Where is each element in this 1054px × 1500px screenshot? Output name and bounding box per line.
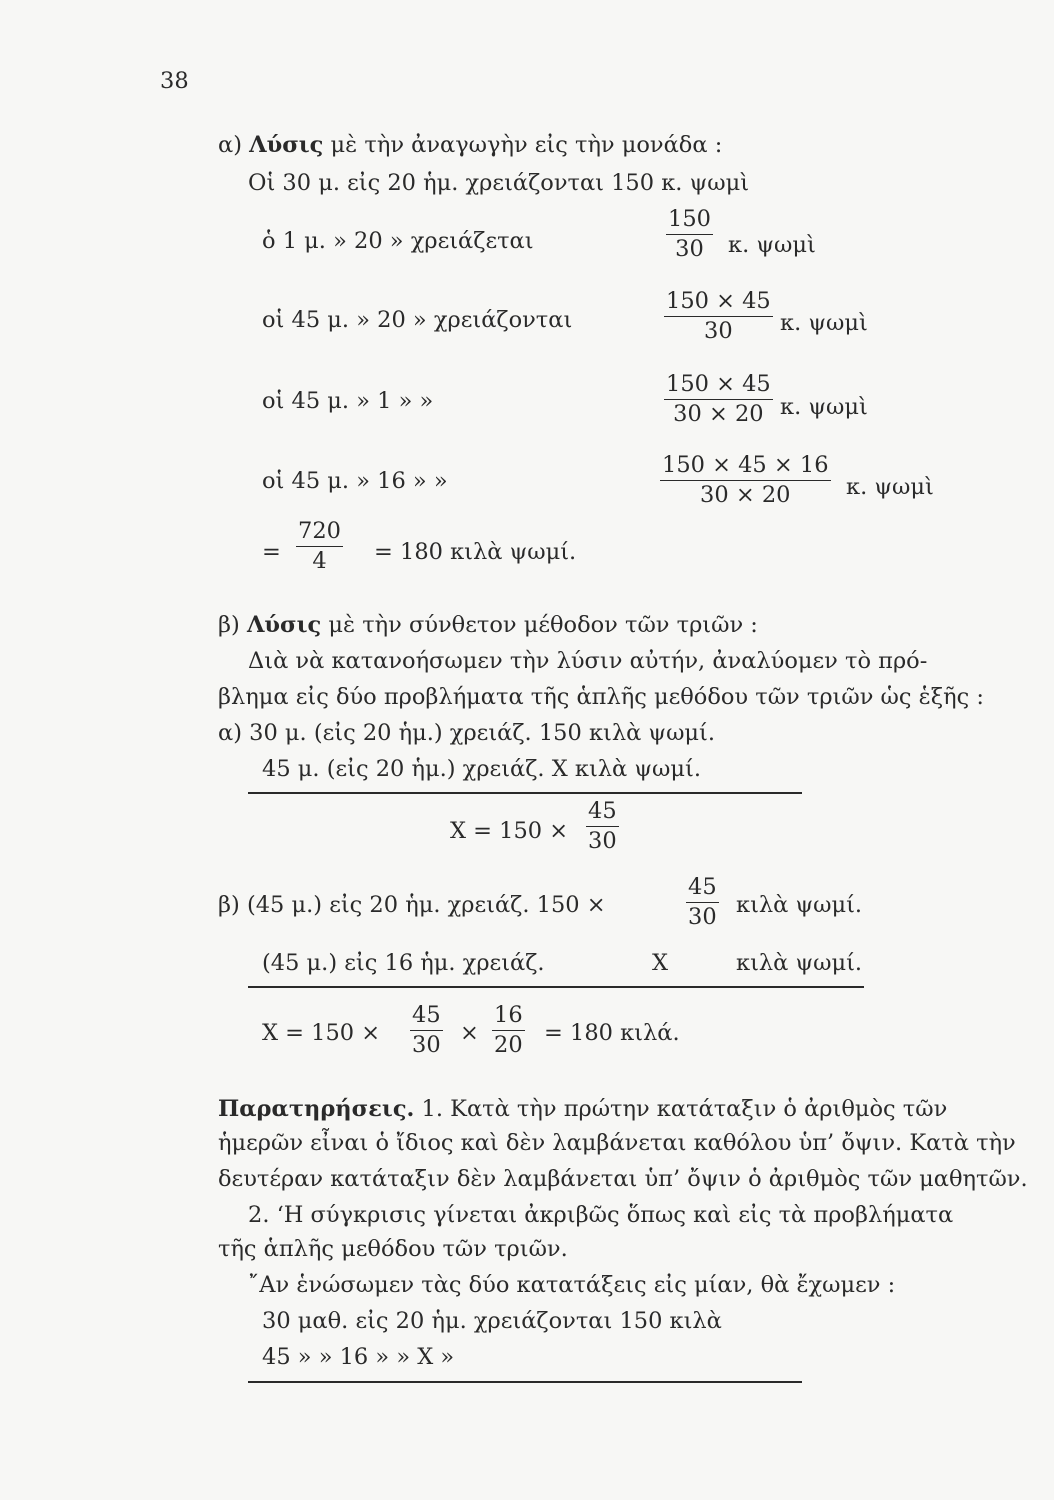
part-a-line3-left: οἱ 45 μ. » 20 » χρειάζονται: [262, 307, 573, 333]
fraction-denominator: 30: [704, 318, 733, 345]
part-a-heading-rest: μὲ τὴν ἀναγωγὴν εἰς τὴν μονάδα :: [330, 132, 723, 158]
fraction-denominator: 30 × 20: [673, 401, 764, 428]
fraction-bar: [586, 826, 619, 828]
part-b-para-line2: βλημα εἰς δύο προβλήματα τῆς ἁπλῆς μεθόδου τῶν τριῶν ὡς ἑξῆς :: [218, 684, 984, 710]
part-a-label: α): [218, 132, 242, 158]
sub-b-line2-unit: κιλὰ ψωμί.: [736, 950, 863, 976]
remarks-heading: Παρατηρήσεις.: [218, 1096, 415, 1122]
fraction-denominator: 30: [412, 1032, 441, 1059]
sub-b-line2: (45 μ.) εἰς 16 ἡμ. χρειάζ.: [262, 950, 545, 976]
remarks-table-line2: 45 » » 16 » » X »: [262, 1344, 455, 1370]
part-b-label: β): [218, 612, 240, 638]
part-a-result-eq: =: [262, 539, 281, 565]
fraction-numerator: 45: [688, 874, 717, 900]
sub-a-eq-fraction: [586, 800, 619, 853]
remarks-line4: 2. ‘Η σύγκρισις γίνεται ἀκριβῶς ὅπως καὶ εἰς τὰ προβλήματα: [248, 1202, 954, 1228]
final-left: X = 150 ×: [262, 1020, 381, 1046]
fraction-denominator: 30: [675, 236, 704, 263]
fraction-denominator: 30 × 20: [700, 482, 791, 509]
fraction-bar: [410, 1030, 443, 1032]
fraction-bar: [492, 1030, 525, 1032]
fraction-numerator: 150 × 45: [666, 371, 771, 397]
fraction-bar: [666, 234, 713, 236]
part-a-line4-fraction: [664, 373, 773, 426]
fraction-denominator: 20: [494, 1032, 523, 1059]
part-b-para-line1: Διὰ νὰ κατανοήσωμεν τὴν λύσιν αὐτήν, ἀναλύομεν τὸ πρό-: [248, 648, 928, 674]
part-b-heading-rest: μὲ τὴν σύνθετον μέθοδον τῶν τριῶν :: [328, 612, 758, 638]
part-b-heading-bold: Λύσις: [246, 612, 322, 638]
sub-b-line1-unit: κιλὰ ψωμί.: [736, 892, 863, 918]
part-a-result-rest: = 180 κιλὰ ψωμί.: [374, 539, 577, 565]
fraction-denominator: 30: [588, 828, 617, 855]
part-b-heading: [218, 614, 758, 637]
remarks-line3: δευτέραν κατάταξιν δὲν λαμβάνεται ὑπ’ ὄψιν ὁ ἀριθμὸς τῶν μαθητῶν.: [218, 1166, 1028, 1192]
final-times: ×: [460, 1020, 479, 1046]
sub-b-line1-fraction: [686, 876, 719, 929]
fraction-numerator: 16: [494, 1002, 523, 1028]
remarks-line5: τῆς ἁπλῆς μεθόδου τῶν τριῶν.: [218, 1236, 568, 1262]
fraction-numerator: 150 × 45 × 16: [662, 452, 829, 478]
fraction-numerator: 45: [412, 1002, 441, 1028]
part-a-line4-left: οἱ 45 μ. » 1 » »: [262, 388, 434, 414]
remarks-table-line1: 30 μαθ. εἰς 20 ἡμ. χρειάζονται 150 κιλὰ: [262, 1308, 722, 1334]
part-a-heading: [218, 134, 722, 157]
part-a-line5-unit: κ. ψωμὶ: [846, 474, 934, 500]
page-number: 38: [160, 68, 189, 94]
sub-b-line2-x: X: [652, 950, 669, 976]
fraction-numerator: 150: [668, 206, 711, 232]
remarks-line2: ἡμερῶν εἶναι ὁ ἴδιος καὶ δὲν λαμβάνεται καθόλου ὑπ’ ὄψιν. Κατὰ τὴν: [218, 1130, 1016, 1156]
part-a-line2-left: ὁ 1 μ. » 20 » χρειάζεται: [262, 228, 534, 254]
remarks-line1: [218, 1098, 947, 1121]
part-a-heading-bold: Λύσις: [249, 132, 324, 158]
sub-a-line1: α) 30 μ. (εἰς 20 ἡμ.) χρειάζ. 150 κιλὰ ψωμί.: [218, 720, 716, 746]
remarks-rule: [248, 1381, 802, 1383]
remarks-line6: ῎Αν ἑνώσωμεν τὰς δύο κατατάξεις εἰς μίαν, θὰ ἔχωμεν :: [248, 1272, 896, 1298]
sub-a-rule: [248, 792, 802, 794]
final-fraction-1: [410, 1004, 443, 1057]
part-a-line4-unit: κ. ψωμὶ: [780, 394, 868, 420]
fraction-bar: [664, 399, 773, 401]
sub-b-line1-left: β) (45 μ.) εἰς 20 ἡμ. χρειάζ. 150 ×: [218, 892, 606, 918]
part-a-result-fraction: [296, 520, 343, 573]
sub-a-line2: 45 μ. (εἰς 20 ἡμ.) χρειάζ. X κιλὰ ψωμί.: [262, 756, 701, 782]
part-a-line2-fraction: [666, 208, 713, 261]
fraction-denominator: 30: [688, 904, 717, 931]
part-a-line5-fraction: [660, 454, 831, 507]
remarks-line1-text: 1. Κατὰ τὴν πρώτην κατάταξιν ὁ ἀριθμὸς τῶν: [421, 1096, 948, 1122]
final-fraction-2: [492, 1004, 525, 1057]
sub-a-eq-left: X = 150 ×: [450, 818, 569, 844]
part-a-line1: Οἱ 30 μ. εἰς 20 ἡμ. χρειάζονται 150 κ. ψωμὶ: [248, 170, 750, 196]
part-a-line2-unit: κ. ψωμὶ: [728, 232, 816, 258]
fraction-denominator: 4: [312, 548, 327, 575]
fraction-numerator: 45: [588, 798, 617, 824]
fraction-bar: [664, 316, 773, 318]
fraction-bar: [660, 480, 831, 482]
fraction-bar: [686, 902, 719, 904]
sub-b-rule: [248, 986, 864, 988]
part-a-line5-left: οἱ 45 μ. » 16 » »: [262, 468, 448, 494]
fraction-bar: [296, 546, 343, 548]
part-a-line3-fraction: [664, 290, 773, 343]
part-a-line3-unit: κ. ψωμὶ: [780, 310, 868, 336]
fraction-numerator: 720: [298, 518, 341, 544]
fraction-numerator: 150 × 45: [666, 288, 771, 314]
final-rest: = 180 κιλά.: [544, 1020, 680, 1046]
